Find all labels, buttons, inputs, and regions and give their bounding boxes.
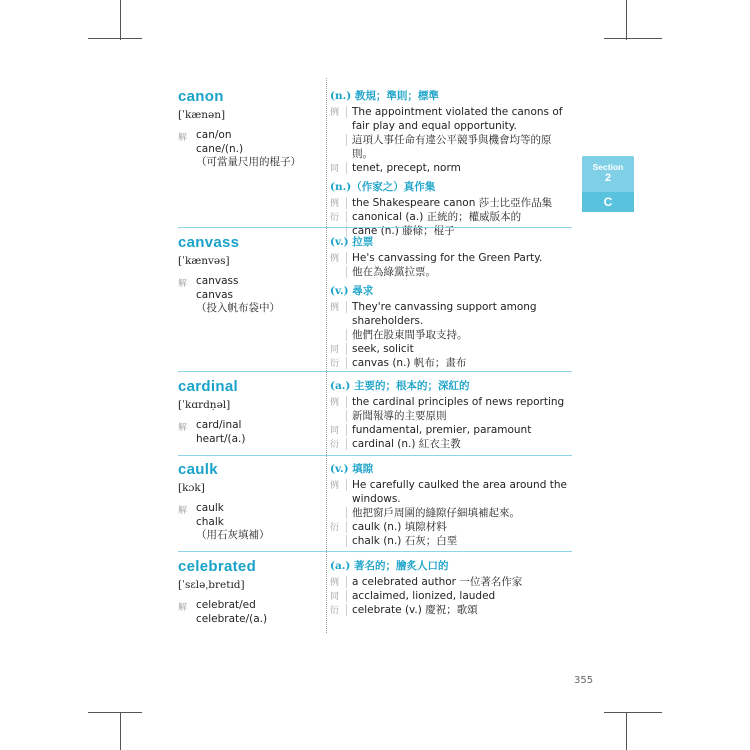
derivative-text: chalk (n.) 石灰；白堊 (352, 535, 458, 547)
label: 同 (330, 343, 347, 355)
headword: canon (178, 88, 224, 105)
parts-tag: 解 (178, 506, 188, 516)
crop-mark-top-left-h (88, 38, 142, 39)
word-parts (178, 275, 318, 316)
word-parts (178, 599, 318, 626)
entry-head (178, 88, 318, 170)
part-line: canvass (196, 275, 239, 287)
label: 例 (330, 479, 347, 491)
label: 衍 (330, 211, 347, 223)
entry-head (178, 378, 318, 446)
example-text: the Shakespeare canon 莎士比亞作品集 (352, 197, 553, 209)
entry-senses (330, 378, 570, 451)
word-parts (178, 502, 318, 543)
label: 例 (330, 106, 347, 118)
parts-tag: 解 (178, 603, 188, 613)
crop-mark-top-right-h (604, 38, 662, 39)
crop-mark-bottom-right-h (604, 712, 662, 713)
entry-separator (178, 455, 572, 456)
entry-senses (330, 234, 570, 370)
page-number: 355 (574, 675, 594, 686)
sense-heading: (v.) 尋求 (330, 285, 374, 297)
derivative-text: canvas (n.) 帆布；畫布 (352, 357, 467, 369)
label (330, 329, 347, 341)
synonyms-text: tenet, precept, norm (352, 162, 461, 174)
headword: cardinal (178, 378, 238, 395)
entry-head (178, 558, 318, 626)
crop-mark-top-left-v (120, 0, 121, 40)
translation-text: 他們在股東間爭取支持。 (352, 329, 468, 341)
label: 例 (330, 301, 347, 313)
label: 衍 (330, 438, 347, 450)
entry-separator (178, 227, 572, 228)
pronunciation: [ˈkɑrdṇəl] (178, 399, 231, 411)
section-tab (582, 156, 634, 212)
crop-mark-bottom-right-v (626, 712, 627, 750)
parts-tag: 解 (178, 279, 188, 289)
example-text: He's canvassing for the Green Party. (352, 252, 543, 264)
label (330, 535, 347, 547)
label (330, 134, 347, 146)
example-text: He carefully caulked the area around the windows. (352, 479, 567, 505)
part-line: celebrate/(a.) (196, 612, 268, 625)
entry-senses (330, 558, 570, 617)
label: 例 (330, 576, 347, 588)
synonyms-text: seek, solicit (352, 343, 414, 355)
label: 衍 (330, 357, 347, 369)
headword: caulk (178, 461, 218, 478)
label: 同 (330, 590, 347, 602)
section-label: Section (592, 162, 624, 172)
derivative-text: caulk (n.) 填隙材料 (352, 521, 447, 533)
crop-mark-bottom-left-v (120, 712, 121, 750)
pronunciation: [ˈsɛləˌbretɪd] (178, 579, 245, 591)
part-line: cane/(n.) (196, 142, 244, 155)
entry-senses (330, 88, 570, 238)
derivative-text: celebrate (v.) 慶祝；歌頌 (352, 604, 478, 616)
sense-heading: (n.) 教規；準則；標準 (330, 90, 439, 102)
crop-mark-bottom-left-h (88, 712, 142, 713)
sense-heading: (a.) 著名的；膾炙人口的 (330, 560, 449, 572)
sense-heading: (n.)（作家之）真作集 (330, 181, 436, 193)
section-number: 2 (604, 172, 612, 184)
part-line: heart/(a.) (196, 432, 246, 445)
entry-head (178, 461, 318, 543)
part-line: caulk (196, 502, 224, 514)
example-text: a celebrated author 一位著名作家 (352, 576, 523, 588)
part-line: can/on (196, 129, 232, 141)
entry-senses (330, 461, 570, 548)
word-parts (178, 419, 318, 446)
label: 衍 (330, 604, 347, 616)
sense-heading: (a.) 主要的；根本的；深紅的 (330, 380, 470, 392)
part-line: celebrat/ed (196, 599, 256, 611)
label: 同 (330, 162, 347, 174)
part-line: canvas (196, 288, 233, 301)
label: 例 (330, 252, 347, 264)
label: 衍 (330, 521, 347, 533)
word-parts (178, 129, 318, 170)
label (330, 410, 347, 422)
synonyms-text: fundamental, premier, paramount (352, 424, 532, 436)
pronunciation: [ˈkænən] (178, 109, 226, 121)
sense-heading: (v.) 拉票 (330, 236, 374, 248)
example-text: They're canvassing support among shareholders. (352, 301, 537, 327)
part-line: （投入帆布袋中） (196, 302, 280, 314)
translation-text: 他把窗戶周圍的縫隙仔細填補起來。 (352, 507, 520, 519)
label (330, 266, 347, 278)
part-line: card/inal (196, 419, 242, 431)
derivative-text: canonical (a.) 正統的；權威版本的 (352, 211, 522, 223)
translation-text: 他在為綠黨拉票。 (352, 266, 436, 278)
derivative-text: cardinal (n.) 紅衣主教 (352, 438, 461, 450)
synonyms-text: acclaimed, lionized, lauded (352, 590, 496, 602)
part-line: chalk (196, 515, 224, 528)
example-text: The appointment violated the canons of fair play and equal opportunity. (352, 106, 563, 132)
entry-separator (178, 551, 572, 552)
label: 例 (330, 197, 347, 209)
section-letter: C (582, 192, 634, 212)
label: 例 (330, 396, 347, 408)
crop-mark-top-right-v (626, 0, 627, 40)
pronunciation: [ˈkænvəs] (178, 255, 230, 267)
translation-text: 這項人事任命有違公平競爭與機會均等的原則。 (352, 134, 552, 160)
sense-heading: (v.) 填隙 (330, 463, 374, 475)
example-text: the cardinal principles of news reporting (352, 396, 565, 408)
label: 同 (330, 424, 347, 436)
parts-tag: 解 (178, 133, 188, 143)
entry-separator (178, 371, 572, 372)
part-line: （可當量尺用的棍子） (196, 156, 301, 168)
translation-text: 新聞報導的主要原則 (352, 410, 447, 422)
parts-tag: 解 (178, 423, 188, 433)
derivative-text: cane (n.) 藤條；棍子 (352, 225, 455, 237)
part-line: （用石灰填補） (196, 529, 270, 541)
pronunciation: [kɔk] (178, 482, 205, 494)
column-divider (326, 78, 328, 633)
headword: canvass (178, 234, 240, 251)
label (330, 507, 347, 519)
entry-head (178, 234, 318, 316)
headword: celebrated (178, 558, 257, 575)
